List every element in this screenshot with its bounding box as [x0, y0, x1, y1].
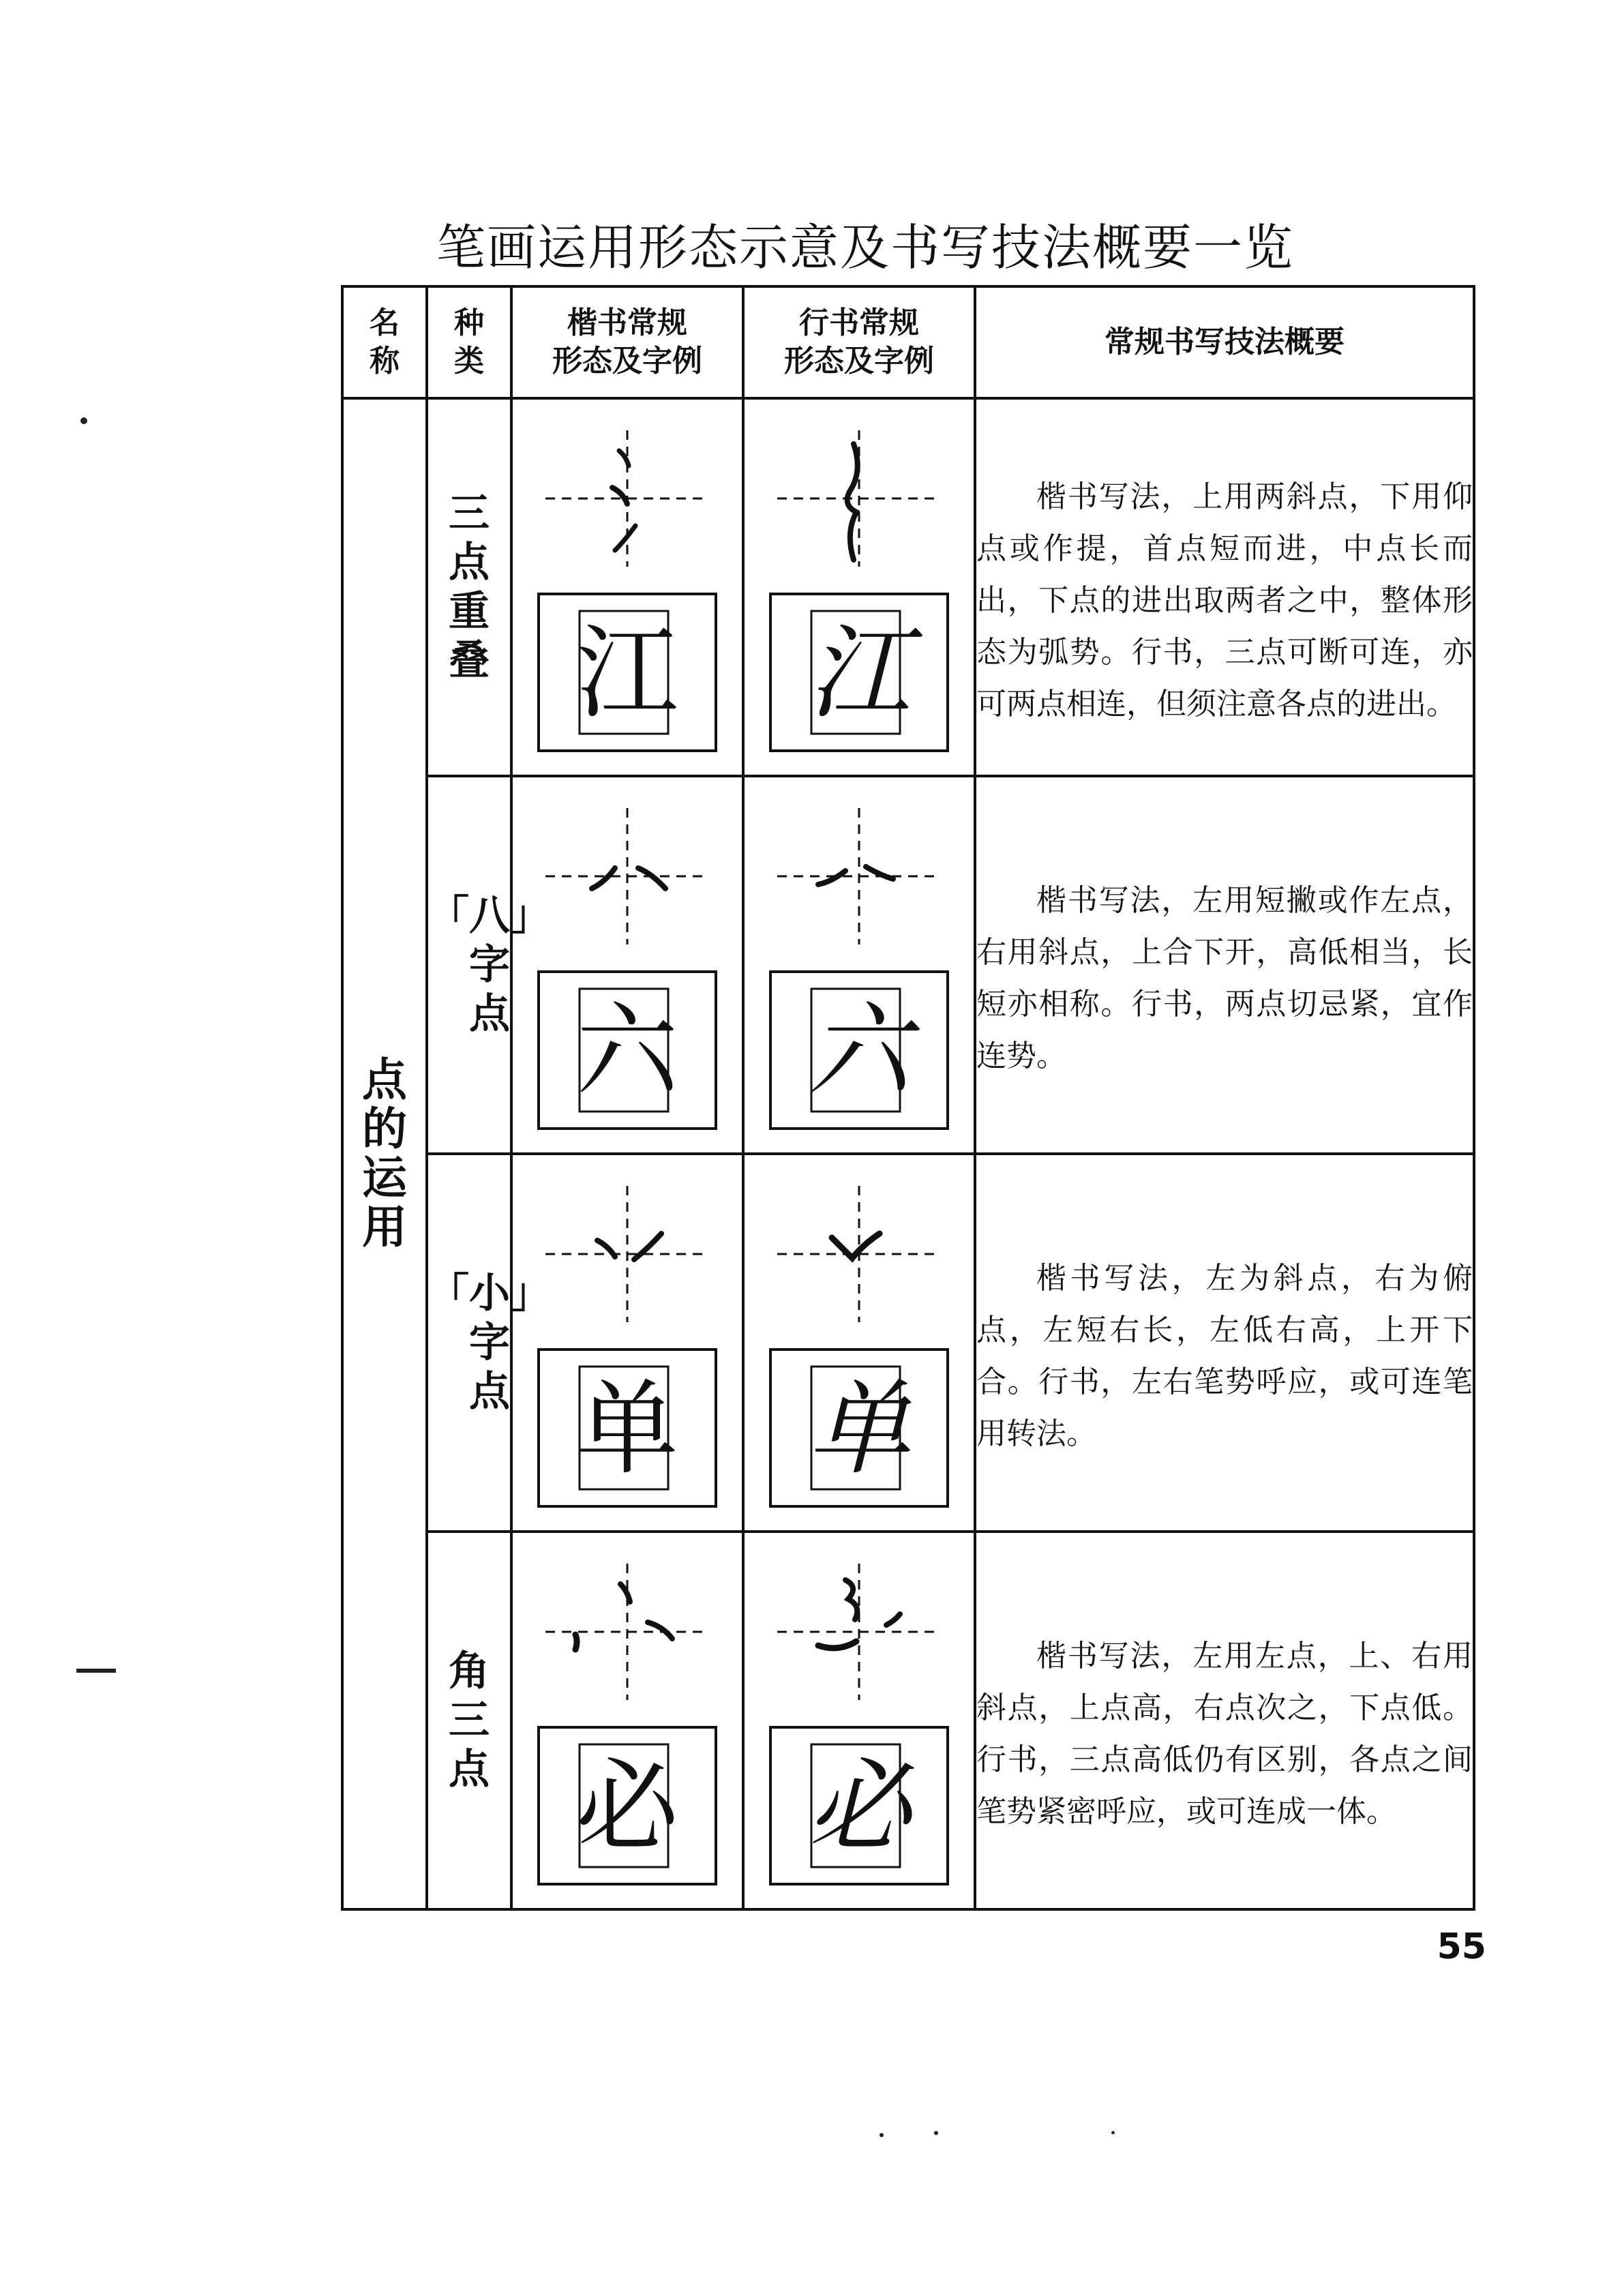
xingshu-example-char: 单: [807, 1370, 910, 1489]
header-xingshu: 行书常规 形态及字例: [743, 286, 975, 398]
kind-label: 「小」 字 点: [428, 1270, 551, 1416]
kaishu-example-char: 必: [575, 1748, 678, 1866]
kind-cell: [427, 1532, 511, 1909]
margin-mark: [76, 1669, 116, 1673]
xingshu-demo-cell: [743, 776, 975, 1154]
technique-cell: [975, 1154, 1474, 1532]
kaishu-example-char: 六: [575, 992, 678, 1111]
kind-cell: [427, 398, 511, 776]
kaishu-example-char: 江: [575, 614, 678, 733]
xingshu-example-char: 江: [807, 614, 910, 733]
kaishu-demo-cell: [511, 1532, 743, 1909]
kind-label: 「八」 字 点: [428, 892, 551, 1038]
header-name: 名 称: [342, 286, 427, 398]
scan-speck: [80, 417, 87, 424]
page-number: 55: [1437, 1926, 1486, 1967]
kind-label: 角 三 点: [449, 1648, 490, 1793]
technique-cell: [975, 776, 1474, 1154]
xingshu-example-char: 必: [807, 1748, 910, 1866]
kind-cell: [427, 1154, 551, 1532]
technique-text: 楷书写法，左用短撇或作左点，右用斜点，上合下开，高低相当，长短亦相称。行书，两点切忌紧，宜作连势。: [976, 883, 1473, 1073]
group-name-cell: [342, 398, 427, 1909]
xingshu-demo-cell: [743, 1532, 975, 1909]
scan-speck: [880, 2133, 884, 2137]
technique-text: 楷书写法，上用两斜点，下用仰点或作提，首点短而进，中点长而出，下点的进出取两者之中，整体形态为弧势。行书，三点可断可连，亦可两点相连，但须注意各点的进出。: [976, 479, 1473, 721]
kaishu-demo-cell: [511, 776, 743, 1154]
kaishu-demo-cell: [511, 398, 743, 776]
table-row: [342, 398, 1474, 776]
xingshu-demo-cell: [743, 398, 975, 776]
kaishu-example-char: 单: [575, 1370, 678, 1489]
scan-speck: [1111, 2131, 1115, 2134]
kind-label: 三 点 重 叠: [449, 490, 490, 685]
scan-speck: [934, 2131, 938, 2135]
group-name: 点 的 运 用: [362, 1054, 407, 1253]
table-row: [342, 1532, 1474, 1909]
page-title: 笔画运用形态示意及书写技法概要一览: [436, 219, 1295, 276]
technique-text: 楷书写法，左为斜点，右为俯点，左短右长，左低右高，上开下合。行书，左右笔势呼应，或可连笔用转法。: [976, 1261, 1473, 1451]
header-kind: 种 类: [427, 286, 511, 398]
xingshu-demo-cell: [743, 1154, 975, 1532]
technique-text: 楷书写法，左用左点，上、右用斜点，上点高，右点次之，下点低。行书，三点高低仍有区别，各点之间笔势紧密呼应，或可连成一体。: [976, 1639, 1473, 1829]
stroke-reference-table: [341, 285, 1475, 1911]
kind-cell: [427, 776, 551, 1154]
technique-cell: [975, 1532, 1474, 1909]
header-row: [342, 286, 1474, 398]
header-technique: 常规书写技法概要: [975, 286, 1474, 398]
xingshu-example-char: 六: [807, 992, 910, 1111]
kaishu-demo-cell: [511, 1154, 743, 1532]
header-kaishu: 楷书常规 形态及字例: [511, 286, 743, 398]
table-row: [342, 776, 1474, 1154]
technique-cell: [975, 398, 1474, 776]
table-row: [342, 1154, 1474, 1532]
